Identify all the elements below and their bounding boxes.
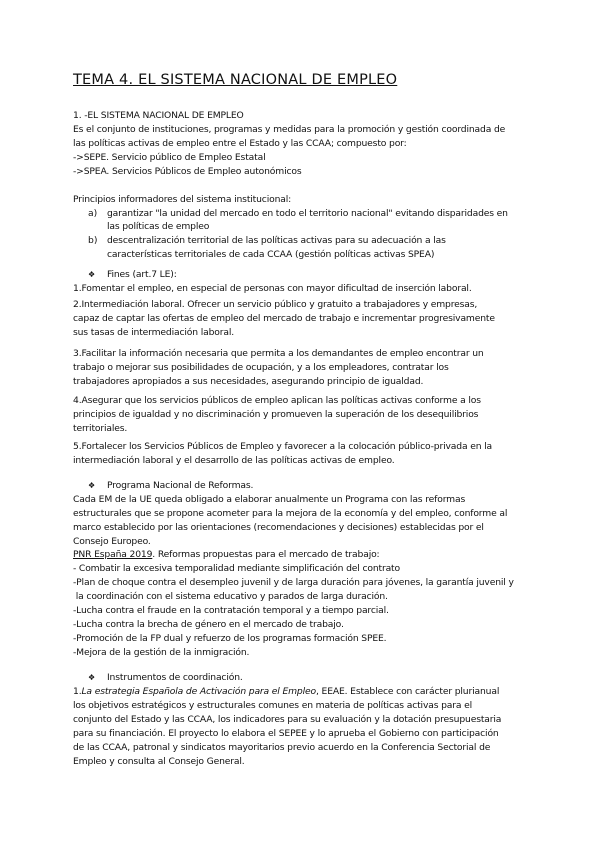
paragraph-line: Consejo Europeo. xyxy=(73,536,151,547)
paragraph-line: las políticas activas de empleo entre el Estado y las CCAA; compuesto por: xyxy=(73,138,407,149)
list-marker: a) xyxy=(88,208,98,219)
list-item-line: las políticas de empleo xyxy=(107,221,210,232)
list-item: -Plan de choque contra el desempleo juvenil y de larga duración para jóvenes, la garantía juvenil y xyxy=(73,577,514,588)
list-item: -Lucha contra la brecha de género en el mercado de trabajo. xyxy=(73,619,344,630)
paragraph-line xyxy=(73,686,499,698)
paragraph-line: estructurales que se propone acometer para la mejora de la economía y del empleo, conforme al xyxy=(73,508,508,519)
subsection-heading: Instrumentos de coordinación. xyxy=(107,672,243,683)
list-item: -Lucha contra el fraude en la contratación temporal y a tiempo parcial. xyxy=(73,605,389,616)
paragraph-line: ->SEPE. Servicio público de Empleo Estatal xyxy=(73,152,266,163)
paragraph-line: 5.Fortalecer los Servicios Públicos de Empleo y favorecer a la colocación público-privada en la xyxy=(73,441,493,452)
paragraph-line: intermediación laboral y el desarrollo de las políticas activas de empleo. xyxy=(73,455,395,466)
pnr-line xyxy=(73,549,380,561)
document-title: TEMA 4. EL SISTEMA NACIONAL DE EMPLEO xyxy=(73,72,398,88)
paragraph-line: conjunto del Estado y las CCAA, los indicadores para su evaluación y la dotación presupuestaria xyxy=(73,714,502,725)
paragraph-line: de las CCAA, patronal y sindicatos mayoritarios previo acuerdo en la Conferencia Sectorial de xyxy=(73,742,491,753)
paragraph-line: ->SPEA. Servicios Públicos de Empleo autonómicos xyxy=(73,166,302,177)
strategy-name: La estrategia Española de Activación para el Empleo xyxy=(81,686,316,697)
section-heading: 1. -EL SISTEMA NACIONAL DE EMPLEO xyxy=(73,110,244,121)
paragraph-line: 2.Intermediación laboral. Ofrecer un servicio público y gratuito a trabajadores y empresas, xyxy=(73,299,478,310)
list-item: la coordinación con el sistema educativo y parados de larga duración. xyxy=(73,591,388,602)
paragraph-line: 3.Facilitar la información necesaria que permita a los demandantes de empleo encontrar un xyxy=(73,348,484,359)
diamond-bullet-icon: ❖ xyxy=(88,481,96,490)
paragraph-line: Principios informadores del sistema institucional: xyxy=(73,194,292,205)
pnr-rest: . Reformas propuestas para el mercado de trabajo: xyxy=(152,549,380,560)
list-item-line: garantizar "la unidad del mercado en todo el territorio nacional" evitando disparidades en xyxy=(107,208,508,219)
list-item-line: características territoriales de cada CCAA (gestión políticas activas SPEA) xyxy=(107,249,435,260)
diamond-bullet-icon: ❖ xyxy=(88,673,96,682)
paragraph-line: Es el conjunto de instituciones, programas y medidas para la promoción y gestión coordinada de xyxy=(73,124,506,135)
list-item-line: descentralización territorial de las políticas activas para su adecuación a las xyxy=(107,235,446,246)
paragraph-line: 4.Asegurar que los servicios públicos de empleo aplican las políticas activas conforme a los xyxy=(73,395,481,406)
paragraph-line: Cada EM de la UE queda obligado a elaborar anualmente un Programa con las reformas xyxy=(73,494,466,505)
pnr-label: PNR España 2019 xyxy=(73,549,153,560)
subsection-heading: Fines (art.7 LE): xyxy=(107,269,177,280)
diamond-bullet-icon: ❖ xyxy=(88,270,96,279)
paragraph-line: trabajo o mejorar sus posibilidades de ocupación, y a los empleadores, contratar los xyxy=(73,362,449,373)
list-marker: b) xyxy=(88,235,98,246)
paragraph-line: para su financiación. El proyecto lo elabora el SEPEE y lo aprueba el Gobierno con participación xyxy=(73,728,499,739)
subsection-heading: Programa Nacional de Reformas. xyxy=(107,480,254,491)
paragraph-line: marco establecido por las orientaciones (recomendaciones y decisiones) establecidas por el xyxy=(73,522,484,533)
paragraph-line: capaz de captar las ofertas de empleo del mercado de trabajo e incrementar progresivamente xyxy=(73,313,495,324)
list-item: -Promoción de la FP dual y refuerzo de los programas formación SPEE. xyxy=(73,633,387,644)
paragraph-line: principios de igualdad y no discriminación y promueven la superación de los desequilibrios xyxy=(73,409,479,420)
list-item: - Combatir la excesiva temporalidad mediante simplificación del contrato xyxy=(73,563,400,574)
item-number: 1. xyxy=(73,686,82,697)
paragraph-line: sus tasas de intermediación laboral. xyxy=(73,327,235,338)
paragraph-line: los objetivos estratégicos y estructurales comunes en materia de políticas activas para el xyxy=(73,700,473,711)
paragraph-line: trabajadores apropiados a sus necesidades, asegurando principio de igualdad. xyxy=(73,376,424,387)
strategy-description: , EEAE. Establece con carácter plurianual xyxy=(316,686,500,697)
paragraph-line: 1.Fomentar el empleo, en especial de personas con mayor dificultad de inserción laboral. xyxy=(73,283,472,294)
paragraph-line: Empleo y consulta al Consejo General. xyxy=(73,756,245,767)
paragraph-line: territoriales. xyxy=(73,423,128,434)
list-item: -Mejora de la gestión de la inmigración. xyxy=(73,647,250,658)
